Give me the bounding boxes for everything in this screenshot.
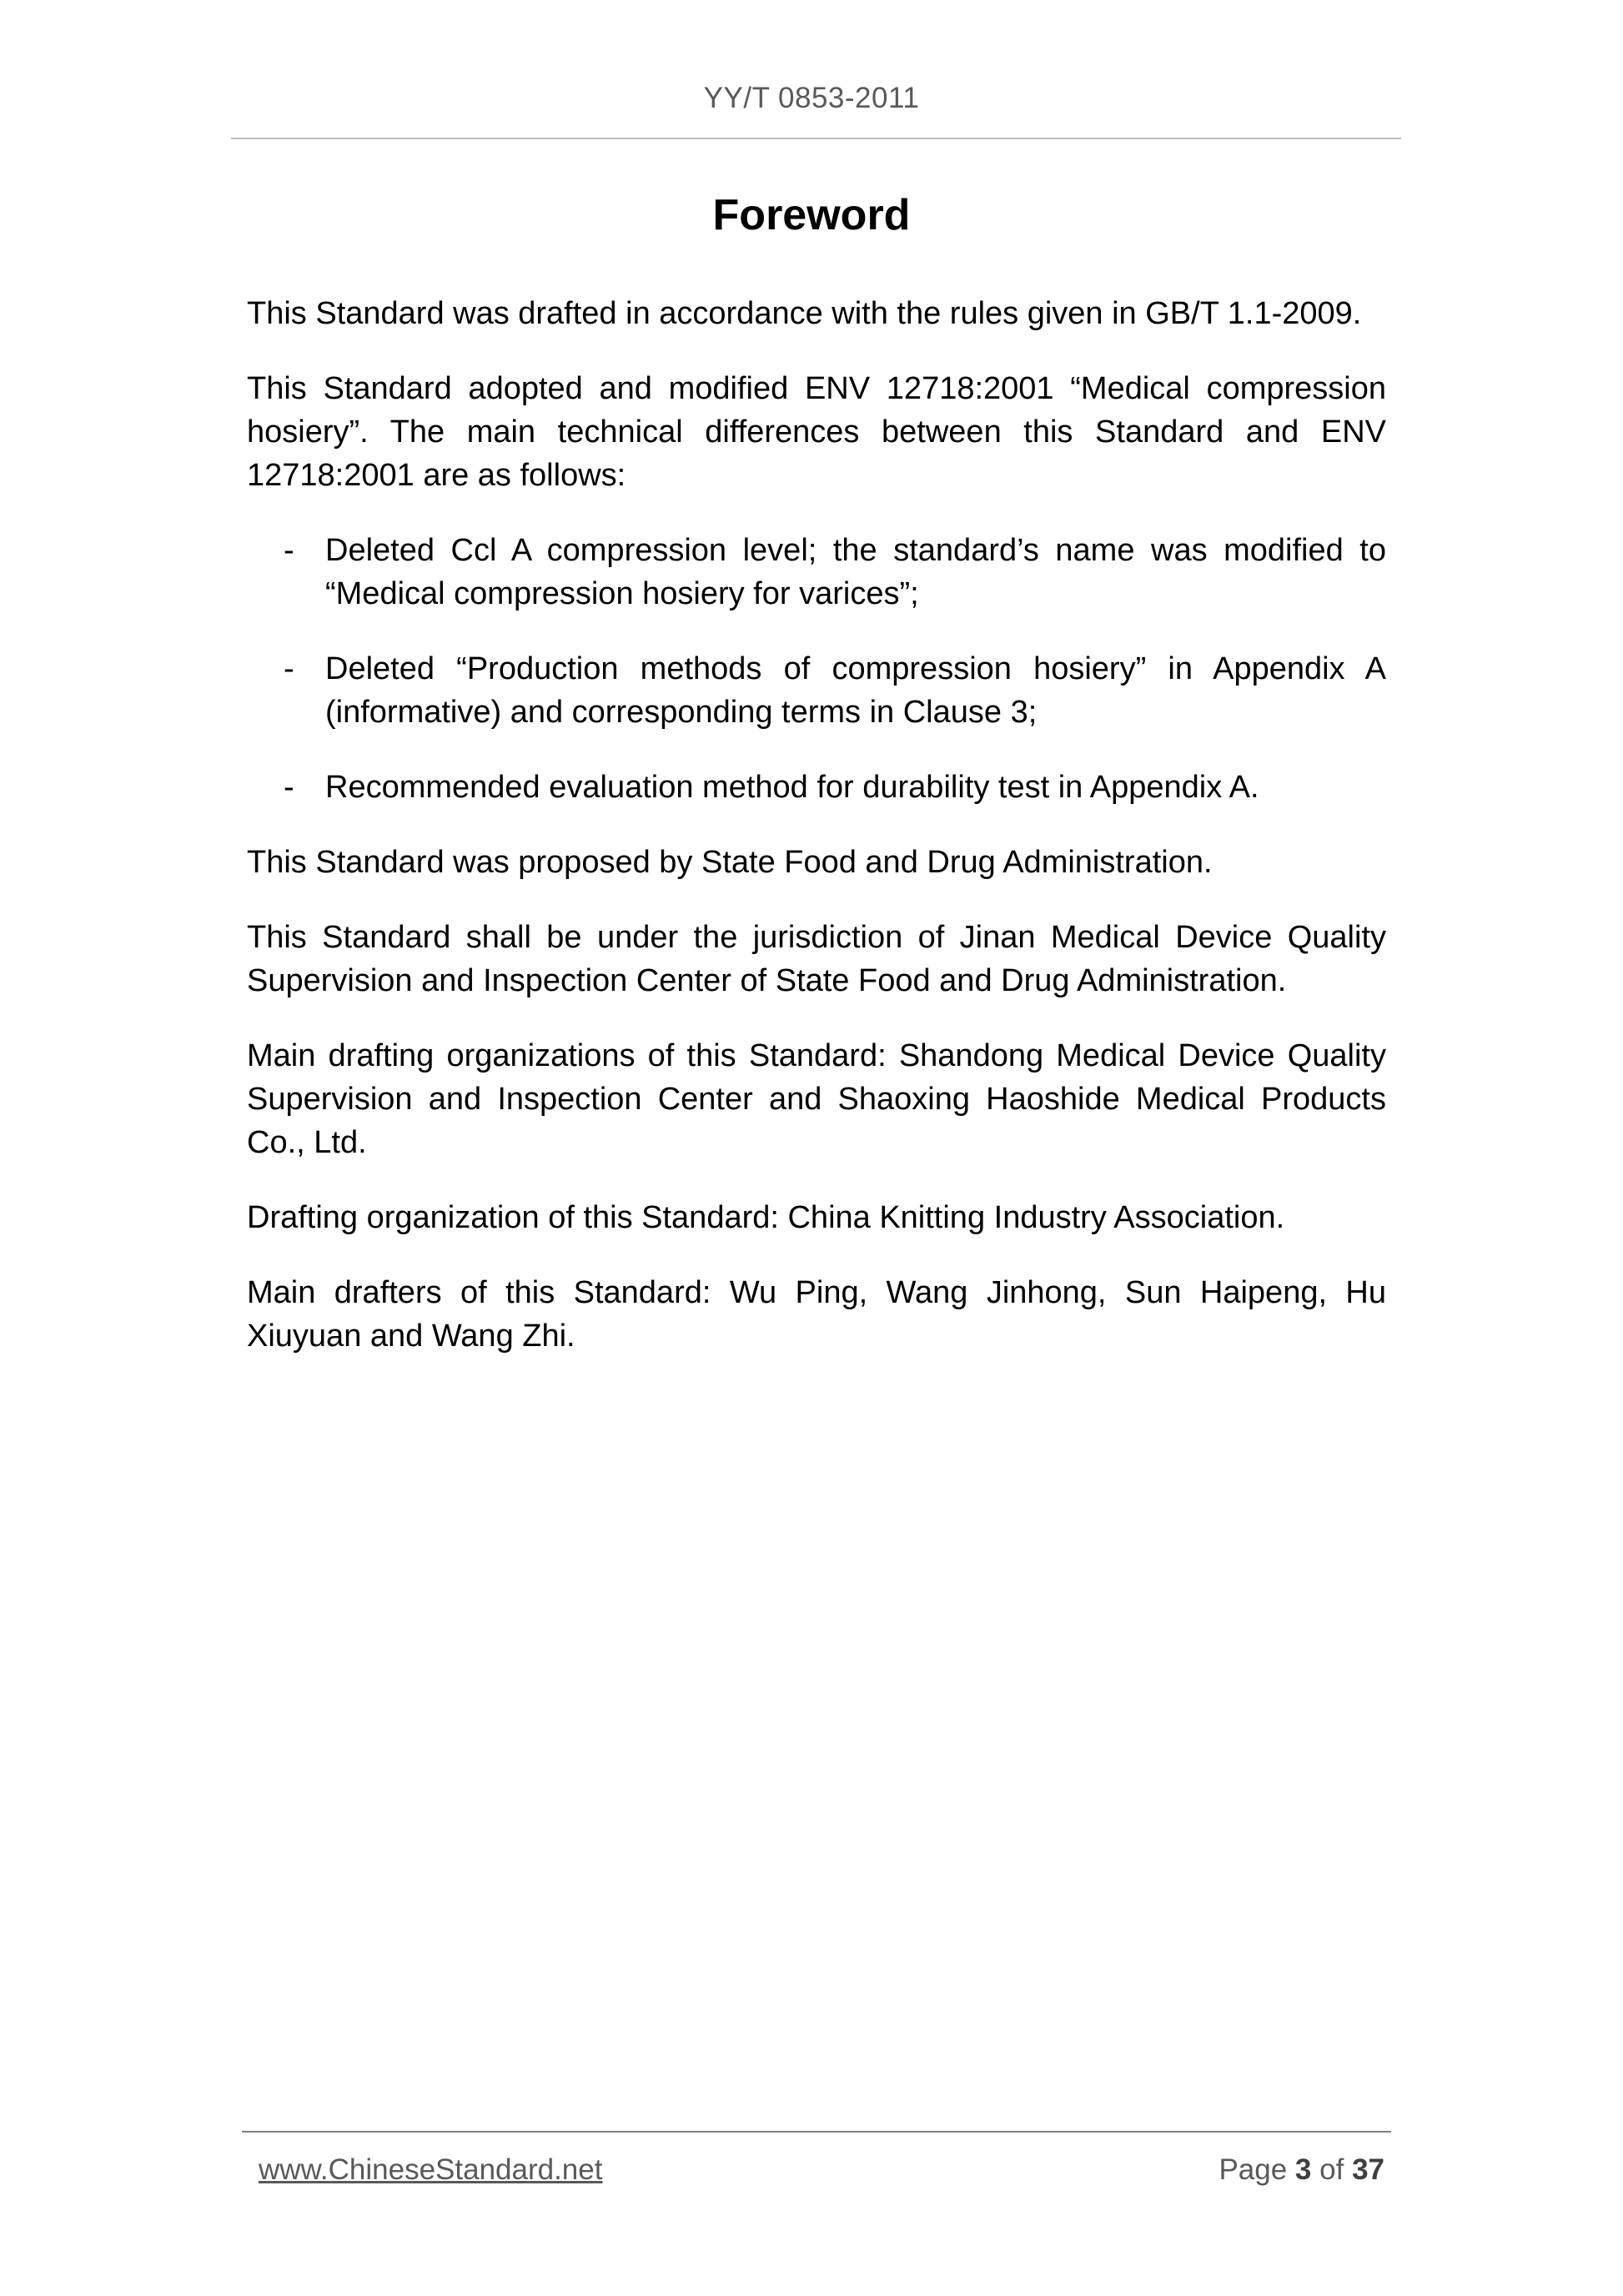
page-title: Foreword bbox=[712, 191, 911, 239]
foreword-body bbox=[247, 292, 1386, 1389]
page-label: Page bbox=[1219, 2153, 1288, 2186]
footer-divider bbox=[242, 2131, 1391, 2133]
paragraph-drafting-organization: Drafting organization of this Standard: China Knitting Industry Association. bbox=[247, 1200, 1285, 1235]
list-item-text: Recommended evaluation method for durability test in Appendix A. bbox=[325, 770, 1259, 805]
header-divider bbox=[231, 138, 1401, 139]
paragraph-drafting-rules: This Standard was drafted in accordance with the rules given in GB/T 1.1-2009. bbox=[247, 296, 1362, 331]
list-dash: - bbox=[284, 770, 294, 805]
page-number bbox=[1219, 2153, 1384, 2187]
list-dash: - bbox=[284, 533, 294, 568]
list-item-text: Deleted “Production methods of compression hosiery” in Appendix A (informative) and corresponding terms in Clause 3; bbox=[325, 651, 1386, 730]
page-of-label: of bbox=[1319, 2153, 1344, 2186]
list-item bbox=[247, 529, 1386, 615]
list-item bbox=[247, 647, 1386, 734]
list-item bbox=[247, 766, 1386, 809]
paragraph-adoption: This Standard adopted and modified ENV 12718:2001 “Medical compression hosiery”. The main technical differences between this Standard and ENV 12718:2001 are as follows: bbox=[247, 371, 1386, 493]
document-code-header: YY/T 0853-2011 bbox=[703, 82, 920, 114]
list-dash: - bbox=[284, 651, 294, 686]
paragraph-main-drafters: Main drafters of this Standard: Wu Ping, Wang Jinhong, Sun Haipeng, Hu Xiuyuan and Wang Zhi. bbox=[247, 1275, 1386, 1354]
page-total: 37 bbox=[1352, 2153, 1384, 2186]
paragraph-jurisdiction: This Standard shall be under the jurisdiction of Jinan Medical Device Quality Supervision and Inspection Center of State Food and Drug Administration. bbox=[247, 920, 1386, 998]
website-link[interactable]: www.ChineseStandard.net bbox=[259, 2153, 603, 2186]
page-current: 3 bbox=[1294, 2153, 1312, 2186]
paragraph-proposed-by: This Standard was proposed by State Food and Drug Administration. bbox=[247, 845, 1213, 880]
paragraph-main-drafting-organizations: Main drafting organizations of this Standard: Shandong Medical Device Quality Supervision and Inspection Center and Shaoxing Haoshide Medical Products Co., Ltd. bbox=[247, 1038, 1386, 1160]
list-item-text: Deleted Ccl A compression level; the standard’s name was modified to “Medical compression hosiery for varices”; bbox=[325, 533, 1386, 611]
